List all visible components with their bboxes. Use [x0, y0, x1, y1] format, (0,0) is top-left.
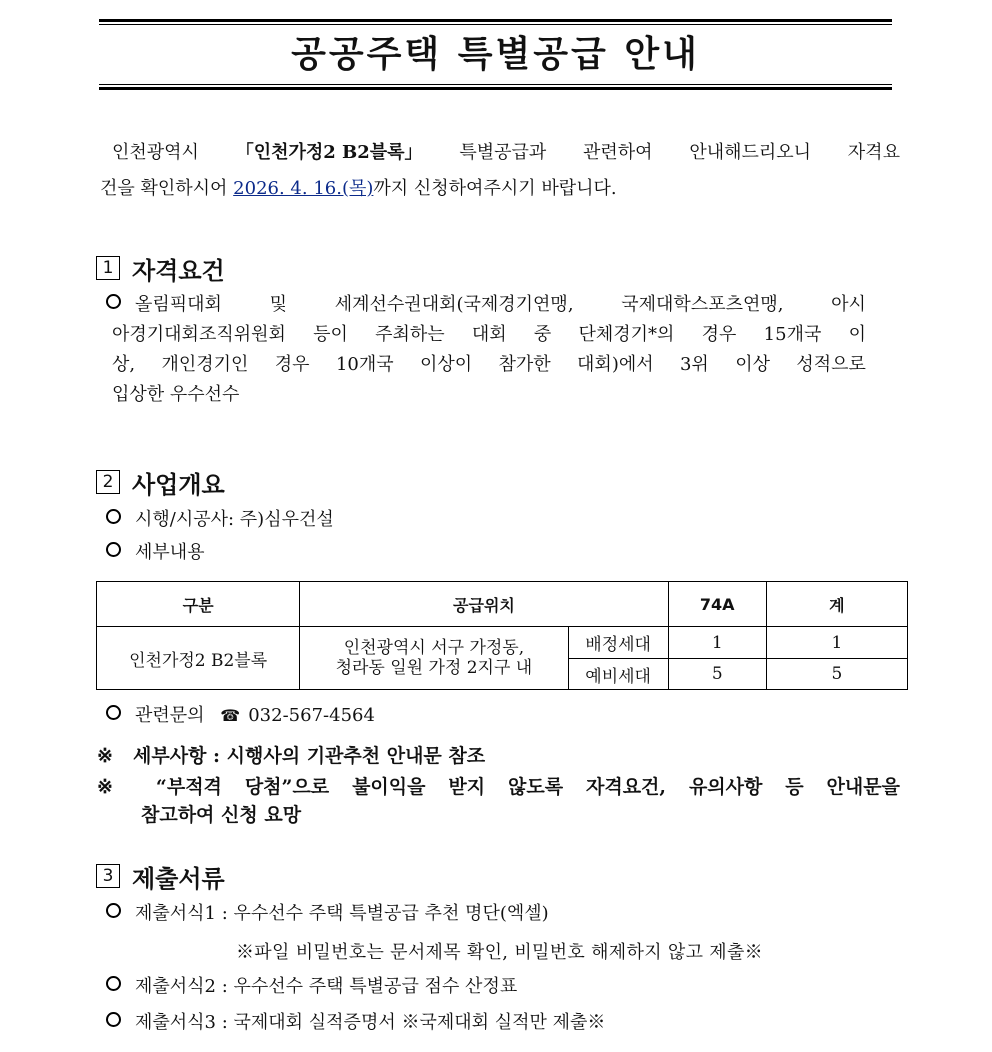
eligibility-line-2: 아경기대회조직위원회 등이 주최하는 대회 중 단체경기*의 경우 15개국 이 [112, 324, 866, 345]
circle-bullet-icon [106, 542, 121, 557]
phone-icon: ☎ [220, 706, 241, 725]
circle-bullet-icon [106, 705, 121, 720]
intro-paragraph [100, 135, 900, 207]
deadline-date: 2026. 4. 16.(목) [233, 178, 374, 199]
note-details: ※ 세부사항 : 시행사의 기관추천 안내문 참조 [97, 742, 485, 770]
phone-number: 032-567-4564 [248, 705, 375, 726]
total-cell: 5 [766, 659, 907, 690]
title-rule-bottom-thin [99, 84, 892, 85]
title-rule-top-thick [99, 19, 892, 22]
circle-bullet-icon [106, 294, 121, 309]
section-title: 사업개요 [132, 470, 225, 499]
location-cell: 인천광역시 서구 가정동, 청라동 일원 가정 2지구 내 [300, 627, 568, 690]
reference-mark: ※ [97, 776, 113, 798]
developer-item: 시행/시공사: 주)심우건설 [106, 505, 334, 535]
type-cell: 예비세대 [568, 659, 668, 690]
eligibility-line-1: 올림픽대회 및 세계선수권대회(국제경기연맹, 국제대학스포츠연맹, 아시 [106, 290, 866, 320]
intro-line-2 [100, 171, 900, 207]
a74-cell: 5 [668, 659, 766, 690]
header-cell-74a: 74A [668, 582, 766, 627]
section-1-heading [96, 252, 225, 284]
intro-line2-prefix: 건을 확인하시어 [100, 178, 234, 199]
reference-mark: ※ [97, 745, 113, 767]
form-1-note: ※파일 비밀번호는 문서제목 확인, 비밀번호 해제하지 않고 제출※ [236, 942, 763, 963]
section-number-box: 3 [96, 864, 120, 888]
form-3-item: 제출서식3 : 국제대회 실적증명서 ※국제대회 실적만 제출※ [106, 1008, 605, 1038]
complex-cell: 인천가정2 B2블록 [97, 627, 300, 690]
section-title: 제출서류 [132, 864, 225, 893]
circle-bullet-icon [106, 903, 121, 918]
eligibility-line-3: 상, 개인경기인 경우 10개국 이상이 참가한 대회)에서 3위 이상 성적으로 [112, 354, 866, 375]
table-header-row [97, 582, 908, 627]
intro-word: 인천광역시 [112, 142, 199, 163]
header-cell-location: 공급위치 [300, 582, 668, 627]
eligibility-text [106, 290, 866, 410]
title-rule-bottom-thick [99, 87, 892, 90]
title-rule-top-thin [99, 24, 892, 25]
intro-word: 안내해드리오니 [689, 142, 812, 163]
section-number-box: 1 [96, 256, 120, 280]
circle-bullet-icon [106, 976, 121, 991]
form-2-item: 제출서식2 : 우수선수 주택 특별공급 점수 산정표 [106, 972, 517, 1002]
intro-word: 관련하여 [583, 142, 653, 163]
intro-line-1 [100, 135, 900, 171]
note-warning: ※ “부적격 당첨”으로 불이익을 받지 않도록 자격요건, 유의사항 등 안내문을 참고하여 신청 요망 [97, 773, 900, 829]
section-3-heading [96, 860, 225, 892]
intro-project-name: 「인천가정2 B2블록」 [235, 142, 423, 163]
supply-table [96, 581, 908, 690]
section-title: 자격요건 [132, 256, 225, 285]
page-title: 공공주택 특별공급 안내 [291, 34, 700, 75]
section-2-heading [96, 466, 225, 498]
intro-line2-suffix: 까지 신청하여주시기 바랍니다. [373, 178, 617, 199]
eligibility-line-4: 입상한 우수선수 [112, 384, 240, 405]
type-cell: 배정세대 [568, 627, 668, 659]
circle-bullet-icon [106, 1012, 121, 1027]
intro-word: 특별공급과 [459, 142, 547, 163]
inquiry-item: 관련문의 ☎ 032-567-4564 [106, 701, 375, 731]
a74-cell: 1 [668, 627, 766, 659]
header-cell-category: 구분 [97, 582, 300, 627]
intro-word: 자격요 [847, 142, 900, 163]
circle-bullet-icon [106, 509, 121, 524]
section-number-box: 2 [96, 470, 120, 494]
detail-item: 세부내용 [106, 538, 205, 568]
form-1-item: 제출서식1 : 우수선수 주택 특별공급 추천 명단(엑셀) [106, 899, 549, 929]
header-cell-total: 계 [766, 582, 907, 627]
total-cell: 1 [766, 627, 907, 659]
table-row [97, 627, 908, 659]
